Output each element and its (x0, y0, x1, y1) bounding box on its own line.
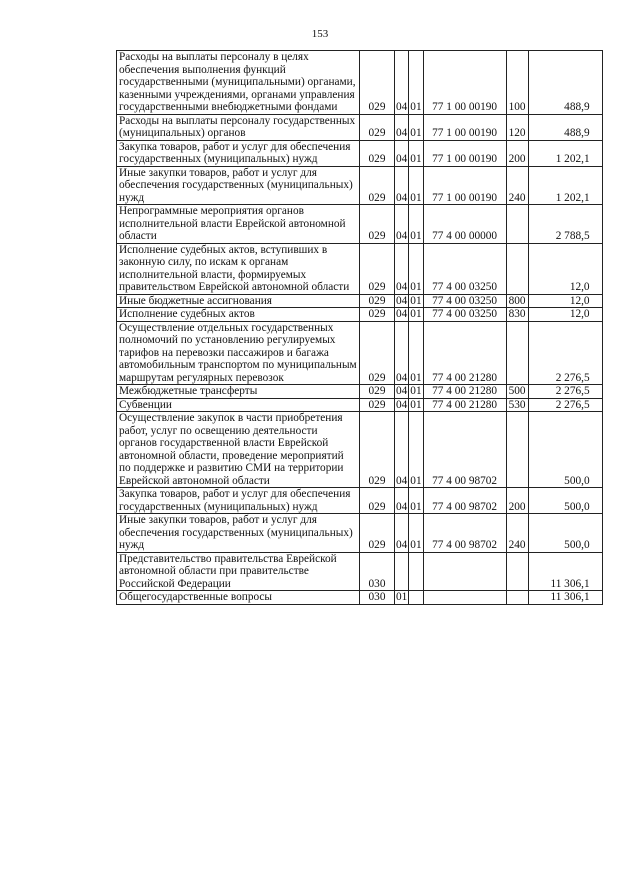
department-code-cell: 029 (360, 488, 395, 514)
amount-cell: 12,0 (528, 308, 602, 322)
section-code-cell: 04 (395, 412, 409, 488)
subsection-code-cell: 01 (409, 412, 423, 488)
table-body (117, 51, 603, 605)
subsection-code-cell (409, 552, 423, 591)
target-article-cell: 77 4 00 98702 (423, 488, 506, 514)
target-article-cell: 77 4 00 98702 (423, 514, 506, 553)
amount-cell: 2 276,5 (528, 398, 602, 412)
expense-type-cell: 100 (506, 51, 528, 115)
expense-name-cell: Общегосударственные вопросы (117, 591, 360, 605)
target-article-cell: 77 4 00 98702 (423, 412, 506, 488)
section-code-cell: 04 (395, 321, 409, 385)
expense-name-cell: Субвенции (117, 398, 360, 412)
amount-cell: 2 276,5 (528, 321, 602, 385)
table-row (117, 591, 603, 605)
section-code-cell: 04 (395, 514, 409, 553)
department-code-cell: 029 (360, 243, 395, 294)
expense-name-cell: Осуществление отдельных государственных полномочий по установлению регулируемых тарифов на перевозки пассажиров и багажа автомобильным транспортом по муниципальным маршрутам регулярных перевозок (117, 321, 360, 385)
section-code-cell: 04 (395, 166, 409, 205)
section-code-cell: 01 (396, 591, 408, 603)
expense-type-cell (506, 243, 528, 294)
section-code-cell: 04 (396, 308, 408, 320)
section-code-cell (395, 552, 409, 591)
budget-table (116, 50, 603, 605)
section-code-cell: 04 (395, 488, 409, 514)
subsection-code-cell: 01 (410, 308, 422, 320)
expense-type-cell: 200 (506, 140, 528, 166)
expense-name-cell: Исполнение судебных актов (117, 308, 360, 322)
amount-cell: 1 202,1 (528, 140, 602, 166)
department-code-cell: 029 (360, 166, 395, 205)
expense-name-cell: Закупка товаров, работ и услуг для обеспечения государственных (муниципальных) нужд (117, 488, 360, 514)
department-code-cell: 029 (360, 308, 395, 322)
expense-type-cell (506, 205, 528, 244)
subsection-code-cell: 01 (409, 488, 423, 514)
table-row (117, 205, 603, 244)
expense-name-cell: Расходы на выплаты персоналу государственных (муниципальных) органов (117, 114, 360, 140)
amount-cell: 500,0 (528, 412, 602, 488)
target-article-cell: 77 1 00 00190 (423, 51, 506, 115)
expense-type-cell (506, 412, 528, 488)
amount-cell: 2 276,5 (528, 385, 602, 399)
subsection-code-cell: 01 (410, 385, 422, 397)
amount-cell: 500,0 (528, 514, 602, 553)
amount-cell: 488,9 (528, 51, 602, 115)
expense-type-cell: 500 (506, 385, 528, 399)
target-article-cell: 77 4 00 21280 (423, 321, 506, 385)
table-row (117, 514, 603, 553)
amount-cell: 500,0 (528, 488, 602, 514)
expense-type-cell: 240 (506, 514, 528, 553)
department-code-cell: 029 (360, 140, 395, 166)
section-code-cell: 04 (395, 205, 409, 244)
table-row (117, 294, 603, 308)
expense-name-cell: Закупка товаров, работ и услуг для обеспечения государственных (муниципальных) нужд (117, 140, 360, 166)
target-article-cell: 77 4 00 00000 (423, 205, 506, 244)
department-code-cell: 029 (360, 205, 395, 244)
amount-cell: 2 788,5 (528, 205, 602, 244)
subsection-code-cell: 01 (409, 51, 423, 115)
target-article-cell: 77 4 00 21280 (423, 398, 506, 412)
subsection-code-cell: 01 (409, 166, 423, 205)
expense-name-cell: Исполнение судебных актов, вступивших в законную силу, по искам к органам исполнительной власти, формируемых правительством Еврейской автономной области (117, 243, 360, 294)
amount-cell: 11 306,1 (528, 591, 602, 605)
target-article-cell: 77 1 00 00190 (423, 166, 506, 205)
subsection-code-cell: 01 (410, 398, 422, 411)
table-row (117, 552, 603, 591)
table-row (117, 51, 603, 115)
table-row (117, 412, 603, 488)
subsection-code-cell: 01 (409, 114, 423, 140)
department-code-cell: 029 (360, 321, 395, 385)
page-number: 153 (311, 28, 329, 40)
target-article-cell (423, 552, 506, 591)
target-article-cell (423, 591, 506, 605)
amount-cell: 12,0 (528, 243, 602, 294)
expense-type-cell (506, 591, 528, 605)
department-code-cell: 029 (360, 51, 395, 115)
department-code-cell: 029 (360, 385, 395, 399)
department-code-cell: 030 (360, 552, 395, 591)
subsection-code-cell: 01 (409, 205, 423, 244)
table-row (117, 243, 603, 294)
subsection-code-cell: 01 (409, 243, 423, 294)
department-code-cell: 030 (360, 591, 395, 605)
expense-type-cell: 800 (506, 294, 528, 308)
section-code-cell: 04 (395, 51, 409, 115)
table-row (117, 398, 603, 412)
table-row (117, 385, 603, 399)
section-code-cell: 04 (395, 140, 409, 166)
amount-cell: 12,0 (528, 294, 602, 308)
expense-type-cell: 120 (506, 114, 528, 140)
target-article-cell: 77 1 00 00190 (423, 114, 506, 140)
expense-type-cell: 530 (506, 398, 528, 412)
expense-name-cell: Непрограммные мероприятия органов исполнительной власти Еврейской автономной области (117, 205, 360, 244)
amount-cell: 1 202,1 (528, 166, 602, 205)
expense-name-cell: Иные бюджетные ассигнования (117, 294, 360, 308)
table-row (117, 308, 603, 322)
expense-type-cell: 830 (506, 308, 528, 322)
amount-cell: 11 306,1 (528, 552, 602, 591)
table-row (117, 321, 603, 385)
table-row (117, 488, 603, 514)
subsection-code-cell: 01 (409, 514, 423, 553)
department-code-cell: 029 (360, 114, 395, 140)
section-code-cell: 04 (396, 294, 408, 307)
target-article-cell: 77 4 00 03250 (423, 308, 506, 322)
department-code-cell: 029 (360, 294, 395, 308)
target-article-cell: 77 4 00 03250 (423, 243, 506, 294)
expense-name-cell: Осуществление закупок в части приобретения работ, услуг по освещению деятельности органов государственной власти Еврейской автономной области, проведение мероприятий по поддержке и развитию СМИ на территории Еврейской автономной области (117, 412, 360, 488)
department-code-cell: 029 (360, 514, 395, 553)
expense-name-cell: Иные закупки товаров, работ и услуг для обеспечения государственных (муниципальных) нужд (117, 514, 360, 553)
expense-name-cell: Иные закупки товаров, работ и услуг для обеспечения государственных (муниципальных) нужд (117, 166, 360, 205)
expense-type-cell: 240 (506, 166, 528, 205)
expense-name-cell: Межбюджетные трансферты (117, 385, 360, 399)
department-code-cell: 029 (360, 398, 395, 412)
expense-type-cell (506, 321, 528, 385)
expense-name-cell: Представительство правительства Еврейской автономной области при правительстве Российской Федерации (117, 552, 360, 591)
subsection-code-cell: 01 (409, 321, 423, 385)
subsection-code-cell: 01 (409, 140, 423, 166)
target-article-cell: 77 4 00 21280 (423, 385, 506, 399)
department-code-cell: 029 (360, 412, 395, 488)
amount-cell: 488,9 (528, 114, 602, 140)
section-code-cell: 04 (396, 398, 408, 411)
subsection-code-cell: 01 (410, 294, 422, 307)
section-code-cell: 04 (395, 243, 409, 294)
expense-type-cell (506, 552, 528, 591)
target-article-cell: 77 1 00 00190 (423, 140, 506, 166)
expense-name-cell: Расходы на выплаты персоналу в целях обеспечения выполнения функций государственными (муниципальными) органами, казенными учреждениями, органами управления государственными внебюджетными фондами (117, 51, 360, 115)
subsection-code-cell (409, 591, 423, 605)
table-row (117, 114, 603, 140)
section-code-cell: 04 (395, 114, 409, 140)
table-row (117, 140, 603, 166)
section-code-cell: 04 (396, 385, 408, 397)
table-row (117, 166, 603, 205)
target-article-cell: 77 4 00 03250 (423, 294, 506, 308)
expense-type-cell: 200 (506, 488, 528, 514)
